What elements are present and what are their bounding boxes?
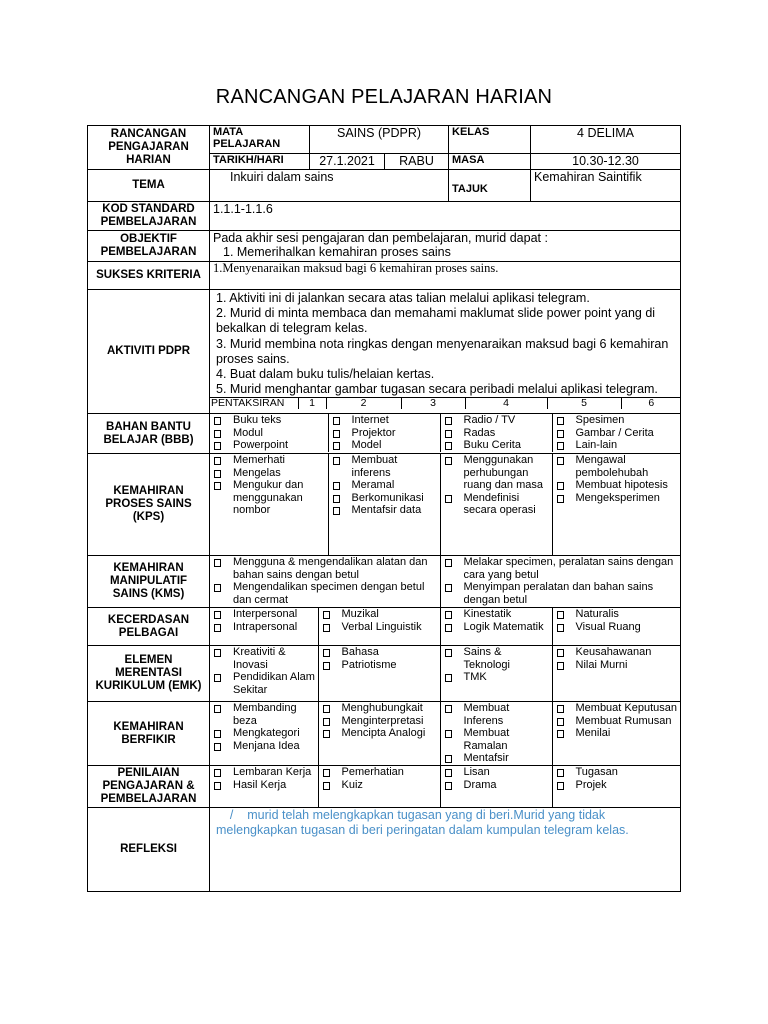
checklist-column xyxy=(210,414,328,452)
checklist-column xyxy=(328,454,440,555)
checklist-item-label: Buku teks xyxy=(233,414,282,426)
checklist-item-label: Kreativiti & Inovasi xyxy=(233,646,286,671)
bbb-row xyxy=(88,414,681,454)
checkbox-icon[interactable] xyxy=(557,662,564,670)
kps-label: KEMAHIRAN PROSES SAINS (KPS) xyxy=(88,454,210,556)
checklist-column xyxy=(210,556,440,607)
checklist-item[interactable] xyxy=(555,439,679,452)
checkbox-icon[interactable] xyxy=(323,769,330,777)
masa-label: MASA xyxy=(449,154,531,170)
checklist-item[interactable] xyxy=(331,504,438,517)
checklist-item[interactable] xyxy=(555,621,679,634)
checklist-item-label: Logik Matematik xyxy=(463,620,544,633)
checklist-column xyxy=(440,702,552,765)
checklist-item-label: Menjana Idea xyxy=(233,739,300,752)
checklist-item[interactable] xyxy=(443,646,550,671)
checklist-item[interactable] xyxy=(212,414,326,427)
checklist-item[interactable] xyxy=(212,479,326,517)
checkbox-icon[interactable] xyxy=(333,442,340,450)
checklist-item-label: Menyimpan peralatan dan bahan sains dengan betul xyxy=(463,581,654,606)
checklist-item[interactable] xyxy=(212,671,316,696)
kms-row xyxy=(88,556,681,608)
checkbox-icon[interactable] xyxy=(445,755,452,763)
checklist-item[interactable] xyxy=(212,646,316,671)
checkbox-icon[interactable] xyxy=(214,417,221,425)
checkbox-icon[interactable] xyxy=(214,470,221,478)
checklist-item[interactable] xyxy=(331,414,438,427)
checklist-item[interactable] xyxy=(555,779,679,792)
checklist-item-label: Sains & Teknologi xyxy=(463,646,510,671)
sukses-label: SUKSES KRITERIA xyxy=(88,262,210,290)
checklist-item[interactable] xyxy=(555,479,679,492)
rph-label: RANCANGAN PENGAJARAN HARIAN xyxy=(88,126,210,170)
checklist-item[interactable] xyxy=(443,492,550,517)
kod-value: 1.1.1-1.1.6 xyxy=(210,202,681,231)
checkbox-icon[interactable] xyxy=(557,495,564,503)
checklist-item-label: Mengendalikan specimen dengan betul dan cermat xyxy=(233,581,425,606)
lesson-plan-table xyxy=(87,125,681,892)
aktiviti-line: 2. Murid di minta membaca dan memahami maklumat slide power point yang di bekalkan di telegram kelas. xyxy=(216,306,656,336)
checklist-item-label: Spesimen xyxy=(575,414,625,426)
checkbox-icon[interactable] xyxy=(445,417,452,425)
checklist-item[interactable] xyxy=(212,702,316,727)
checkbox-icon[interactable] xyxy=(445,705,452,713)
checklist-item-label: Memerhati xyxy=(233,454,285,466)
checklist-column xyxy=(440,646,552,701)
checklist-item-label: Nilai Murni xyxy=(575,658,628,671)
checklist-column xyxy=(210,608,318,645)
berfikir-label: KEMAHIRAN BERFIKIR xyxy=(88,702,210,766)
checkbox-icon[interactable] xyxy=(557,417,564,425)
header-row-1 xyxy=(88,126,681,154)
kms-content xyxy=(210,556,681,608)
kms-label: KEMAHIRAN MANIPULATIF SAINS (KMS) xyxy=(88,556,210,608)
objektif-label: OBJEKTIF PEMBELAJARAN xyxy=(88,231,210,262)
checkbox-icon[interactable] xyxy=(445,624,452,632)
checklist-item[interactable] xyxy=(555,608,679,621)
checklist-item-label: Kinestatik xyxy=(463,608,512,620)
checkbox-icon[interactable] xyxy=(323,718,330,726)
checkbox-icon[interactable] xyxy=(557,730,564,738)
checkbox-icon[interactable] xyxy=(214,769,221,777)
checklist-item-label: Hasil Kerja xyxy=(233,778,287,791)
hari-value: RABU xyxy=(385,154,449,170)
checklist-item-label: Pendidikan Alam Sekitar xyxy=(233,671,315,696)
checklist-item-label: Visual Ruang xyxy=(575,620,641,633)
tajuk-label: TAJUK xyxy=(449,170,531,202)
checkbox-icon[interactable] xyxy=(214,624,221,632)
checklist-item-label: Lain-lain xyxy=(575,439,618,451)
checklist-item-label: Radio / TV xyxy=(463,414,516,426)
checklist-item[interactable] xyxy=(555,659,679,672)
checklist-item-label: Modul xyxy=(233,426,263,439)
checklist-item[interactable] xyxy=(331,479,438,492)
bbb-content xyxy=(210,414,681,454)
tema-value: Inkuiri dalam sains xyxy=(210,170,449,202)
checklist-item-label: Model xyxy=(351,439,382,451)
kecerdasan-row xyxy=(88,608,681,646)
checklist-item-label: Mengeksperimen xyxy=(575,491,660,504)
checklist-column xyxy=(440,766,552,807)
checklist-column xyxy=(552,702,680,765)
checklist-item[interactable] xyxy=(555,715,679,728)
checkbox-icon[interactable] xyxy=(323,624,330,632)
checkbox-icon[interactable] xyxy=(557,611,564,619)
checklist-item[interactable] xyxy=(212,727,316,740)
emk-row xyxy=(88,646,681,702)
checklist-item-label: Projektor xyxy=(351,426,396,439)
checklist-item-label: Membuat Ramalan xyxy=(463,727,510,752)
pentaksiran-level: 6 xyxy=(621,398,681,410)
checkbox-icon[interactable] xyxy=(333,495,340,503)
checkbox-icon[interactable] xyxy=(445,584,452,592)
checklist-item[interactable] xyxy=(212,454,326,467)
checkbox-icon[interactable] xyxy=(323,611,330,619)
pentaksiran-label: PENTAKSIRAN xyxy=(211,397,285,410)
emk-content xyxy=(210,646,681,702)
checklist-item-label: Membuat Keputusan xyxy=(575,702,678,714)
checklist-item-label: Membuat inferens xyxy=(351,454,398,479)
checkbox-icon[interactable] xyxy=(557,705,564,713)
checklist-item[interactable] xyxy=(443,608,550,621)
checklist-item[interactable] xyxy=(331,427,438,440)
objektif-line-2: 1. Memerihalkan kemahiran proses sains xyxy=(223,245,451,259)
checkbox-icon[interactable] xyxy=(557,782,564,790)
checkbox-icon[interactable] xyxy=(323,662,330,670)
checklist-item-label: Verbal Linguistik xyxy=(341,620,422,633)
checkbox-icon[interactable] xyxy=(214,442,221,450)
masa-value: 10.30-12.30 xyxy=(531,154,681,170)
checklist-item-label: Mentafsir data xyxy=(351,504,422,516)
checkbox-icon[interactable] xyxy=(445,730,452,738)
checklist-item[interactable] xyxy=(212,608,316,621)
penilaian-label: PENILAIAN PENGAJARAN & PEMBELAJARAN xyxy=(88,766,210,808)
checkbox-icon[interactable] xyxy=(323,705,330,713)
checklist-item[interactable] xyxy=(555,646,679,659)
checkbox-icon[interactable] xyxy=(557,482,564,490)
checklist-item[interactable] xyxy=(555,427,679,440)
checklist-item[interactable] xyxy=(443,439,550,452)
aktiviti-line: 1. Aktiviti ini di jalankan secara atas talian melalui aplikasi telegram. xyxy=(216,291,590,305)
checklist-item[interactable] xyxy=(321,646,438,659)
checklist-item-label: Menginterpretasi xyxy=(341,714,424,727)
pentaksiran-scale xyxy=(210,397,681,409)
checkbox-icon[interactable] xyxy=(333,482,340,490)
checklist-item[interactable] xyxy=(555,766,679,779)
checklist-item-label: Gambar / Cerita xyxy=(575,426,654,439)
pentaksiran-level: 1 xyxy=(298,398,326,410)
checklist-item[interactable] xyxy=(555,414,679,427)
checkbox-icon[interactable] xyxy=(214,674,221,682)
checklist-item-label: Mengukur dan menggunakan nombor xyxy=(233,479,304,516)
checkbox-icon[interactable] xyxy=(445,495,452,503)
checklist-item-label: Menghubungkait xyxy=(341,702,423,714)
checklist-column xyxy=(440,414,552,452)
checklist-item[interactable] xyxy=(443,454,550,492)
checklist-item-label: Mengkategori xyxy=(233,727,300,739)
refleksi-row xyxy=(88,808,681,892)
checklist-item[interactable] xyxy=(331,454,438,479)
checkbox-icon[interactable] xyxy=(445,457,452,465)
checklist-column xyxy=(318,646,440,701)
checkbox-icon[interactable] xyxy=(557,624,564,632)
checkbox-icon[interactable] xyxy=(214,649,221,657)
kelas-value: 4 DELIMA xyxy=(531,126,681,154)
berfikir-content xyxy=(210,702,681,766)
checklist-column xyxy=(318,702,440,765)
aktiviti-line: 5. Murid menghantar gambar tugasan secara peribadi melalui aplikasi telegram. xyxy=(216,382,658,397)
checklist-item[interactable] xyxy=(555,727,679,740)
checkbox-icon[interactable] xyxy=(557,769,564,777)
checkbox-icon[interactable] xyxy=(445,442,452,450)
aktiviti-content xyxy=(210,290,681,414)
checkbox-icon[interactable] xyxy=(445,649,452,657)
penilaian-content xyxy=(210,766,681,808)
checklist-item-label: Projek xyxy=(575,778,607,791)
checklist-item[interactable] xyxy=(555,702,679,715)
checkbox-icon[interactable] xyxy=(214,482,221,490)
checkbox-icon[interactable] xyxy=(214,584,221,592)
checklist-column xyxy=(210,454,328,555)
checklist-item-label: Buku Cerita xyxy=(463,439,521,451)
checklist-item[interactable] xyxy=(555,454,679,479)
checklist-item[interactable] xyxy=(212,556,438,581)
checkbox-icon[interactable] xyxy=(323,649,330,657)
checkbox-icon[interactable] xyxy=(333,417,340,425)
checklist-item-label: Patriotisme xyxy=(341,658,397,671)
checklist-item[interactable] xyxy=(321,608,438,621)
checklist-item[interactable] xyxy=(331,492,438,505)
checklist-item-label: Radas xyxy=(463,426,496,439)
checklist-column xyxy=(440,454,552,555)
checklist-column xyxy=(440,556,680,607)
checklist-item[interactable] xyxy=(212,581,438,606)
checklist-item-label: Bahasa xyxy=(341,646,379,658)
aktiviti-row xyxy=(88,290,681,414)
checkbox-icon[interactable] xyxy=(333,457,340,465)
checklist-item[interactable] xyxy=(321,766,438,779)
checklist-item-label: Mengawal pembolehubah xyxy=(575,454,649,479)
checklist-item[interactable] xyxy=(212,467,326,480)
checkbox-icon[interactable] xyxy=(214,730,221,738)
checkbox-icon[interactable] xyxy=(333,430,340,438)
checklist-item-label: TMK xyxy=(463,671,487,683)
penilaian-row xyxy=(88,766,681,808)
checklist-item[interactable] xyxy=(443,414,550,427)
checklist-item[interactable] xyxy=(555,492,679,505)
checkbox-icon[interactable] xyxy=(323,730,330,738)
checklist-item-label: Lembaran Kerja xyxy=(233,766,312,778)
checkbox-icon[interactable] xyxy=(214,743,221,751)
kecerdasan-content xyxy=(210,608,681,646)
checklist-column xyxy=(318,608,440,645)
bbb-label: BAHAN BANTU BELAJAR (BBB) xyxy=(88,414,210,454)
checklist-item-label: Mengelas xyxy=(233,466,281,479)
checklist-item-label: Keusahawanan xyxy=(575,646,652,658)
checklist-item[interactable] xyxy=(331,439,438,452)
checklist-column xyxy=(552,608,680,645)
checklist-item-label: Interpersonal xyxy=(233,608,298,620)
checklist-column xyxy=(552,414,680,452)
pentaksiran-level: 2 xyxy=(326,398,401,410)
checklist-item-label: Intrapersonal xyxy=(233,620,298,633)
checklist-item-label: Kuiz xyxy=(341,778,363,791)
checkbox-icon[interactable] xyxy=(557,430,564,438)
aktiviti-label: AKTIVITI PDPR xyxy=(88,290,210,414)
checklist-item-label: Muzikal xyxy=(341,608,379,620)
checkbox-icon[interactable] xyxy=(445,769,452,777)
checklist-item[interactable] xyxy=(443,581,679,606)
checkbox-icon[interactable] xyxy=(333,507,340,515)
sukses-row xyxy=(88,262,681,290)
kod-row xyxy=(88,202,681,231)
checkbox-icon[interactable] xyxy=(445,674,452,682)
checklist-item[interactable] xyxy=(443,556,679,581)
tema-label: TEMA xyxy=(88,170,210,202)
checklist-column xyxy=(552,766,680,807)
objektif-value xyxy=(210,231,681,262)
checklist-column xyxy=(552,454,680,555)
checkbox-icon[interactable] xyxy=(557,442,564,450)
checkbox-icon[interactable] xyxy=(557,457,564,465)
page-title: RANCANGAN PELAJARAN HARIAN xyxy=(215,86,553,108)
aktiviti-line: 4. Buat dalam buku tulis/helaian kertas. xyxy=(216,367,435,382)
checklist-item[interactable] xyxy=(443,766,550,779)
pentaksiran-level: 5 xyxy=(547,398,621,410)
checklist-item[interactable] xyxy=(443,752,550,765)
checklist-item-label: Pemerhatian xyxy=(341,766,404,778)
checklist-column xyxy=(318,766,440,807)
kod-label: KOD STANDARD PEMBELAJARAN xyxy=(88,202,210,231)
kps-row xyxy=(88,454,681,556)
checkbox-icon[interactable] xyxy=(214,559,221,567)
emk-label: ELEMEN MERENTASI KURIKULUM (EMK) xyxy=(88,646,210,702)
checklist-item-label: Membuat Rumusan xyxy=(575,714,672,727)
berfikir-row xyxy=(88,702,681,766)
tema-row xyxy=(88,170,681,202)
checkbox-icon[interactable] xyxy=(445,782,452,790)
checklist-item[interactable] xyxy=(443,779,550,792)
objektif-row xyxy=(88,231,681,262)
sukses-value: 1.Menyenaraikan maksud bagi 6 kemahiran proses sains. xyxy=(210,262,681,290)
refleksi-text: / murid telah melengkapkan tugasan yang di beri.Murid yang tidak melengkapkan tugasan di beri peringatan dalam kumpulan telegram kelas. xyxy=(210,808,681,892)
checklist-column xyxy=(328,414,440,452)
pentaksiran-level: 4 xyxy=(465,398,547,410)
checklist-item-label: Menilai xyxy=(575,727,611,739)
mata-label: MATA PELAJARAN xyxy=(210,126,310,154)
kecerdasan-label: KECERDASAN PELBAGAI xyxy=(88,608,210,646)
pentaksiran-level: 3 xyxy=(401,398,465,410)
aktiviti-line: 3. Murid membina nota ringkas dengan menyenaraikan maksud bagi 6 kemahiran proses sains. xyxy=(216,336,669,366)
checkbox-icon[interactable] xyxy=(557,718,564,726)
checklist-item[interactable] xyxy=(321,779,438,792)
checkbox-icon[interactable] xyxy=(214,705,221,713)
checklist-item[interactable] xyxy=(443,427,550,440)
checkbox-icon[interactable] xyxy=(214,430,221,438)
checklist-item-label: Lisan xyxy=(463,766,490,778)
checklist-item-label: Berkomunikasi xyxy=(351,491,424,504)
checklist-item-label: Membuat hipotesis xyxy=(575,479,668,491)
checklist-item-label: Menggunakan perhubungan ruang dan masa xyxy=(463,454,543,491)
checklist-column xyxy=(210,702,318,765)
checklist-item-label: Mendefinisi secara operasi xyxy=(463,491,536,516)
checkbox-icon[interactable] xyxy=(557,649,564,657)
checklist-item-label: Mengguna & mengendalikan alatan dan bahan sains dengan betul xyxy=(233,556,428,581)
checkbox-icon[interactable] xyxy=(445,559,452,567)
checklist-item-label: Mencipta Analogi xyxy=(341,727,426,739)
checklist-column xyxy=(210,766,318,807)
kelas-label: KELAS xyxy=(449,126,531,154)
checkbox-icon[interactable] xyxy=(214,782,221,790)
tajuk-value: Kemahiran Saintifik xyxy=(531,170,681,202)
checkbox-icon[interactable] xyxy=(445,611,452,619)
tarikh-value: 27.1.2021 xyxy=(310,154,385,170)
checklist-item[interactable] xyxy=(212,427,326,440)
checklist-item[interactable] xyxy=(321,659,438,672)
checkbox-icon[interactable] xyxy=(214,457,221,465)
checklist-item-label: Meramal xyxy=(351,479,395,491)
checklist-column xyxy=(210,646,318,701)
checklist-item[interactable] xyxy=(212,439,326,452)
checklist-item[interactable] xyxy=(321,715,438,728)
checkbox-icon[interactable] xyxy=(214,611,221,619)
checklist-item-label: Membanding beza xyxy=(233,702,297,727)
checklist-item-label: Mentafsir xyxy=(463,752,509,764)
checklist-item[interactable] xyxy=(321,702,438,715)
checklist-item[interactable] xyxy=(321,727,438,740)
mata-value: SAINS (PDPR) xyxy=(310,126,449,154)
checklist-item[interactable] xyxy=(443,671,550,684)
checklist-item[interactable] xyxy=(212,621,316,634)
checkbox-icon[interactable] xyxy=(445,430,452,438)
objektif-line-1: Pada akhir sesi pengajaran dan pembelajaran, murid dapat : xyxy=(213,231,548,245)
checklist-item[interactable] xyxy=(212,740,316,753)
checklist-item-label: Powerpoint xyxy=(233,439,289,451)
checklist-item[interactable] xyxy=(212,766,316,779)
checklist-item-label: Membuat Inferens xyxy=(463,702,510,727)
checklist-column xyxy=(552,646,680,701)
checklist-item[interactable] xyxy=(321,621,438,634)
checklist-item-label: Melakar specimen, peralatan sains dengan cara yang betul xyxy=(463,556,674,581)
checkbox-icon[interactable] xyxy=(323,782,330,790)
checklist-item-label: Drama xyxy=(463,778,497,791)
checklist-item-label: Tugasan xyxy=(575,766,618,778)
checklist-item[interactable] xyxy=(443,727,550,752)
refleksi-label: REFLEKSI xyxy=(88,808,210,892)
checklist-column xyxy=(440,608,552,645)
checklist-item-label: Internet xyxy=(351,414,389,426)
kps-content xyxy=(210,454,681,556)
checklist-item[interactable] xyxy=(443,621,550,634)
tarikh-label: TARIKH/HARI xyxy=(210,154,310,170)
checklist-item[interactable] xyxy=(212,779,316,792)
checklist-item[interactable] xyxy=(443,702,550,727)
checklist-item-label: Naturalis xyxy=(575,608,619,620)
